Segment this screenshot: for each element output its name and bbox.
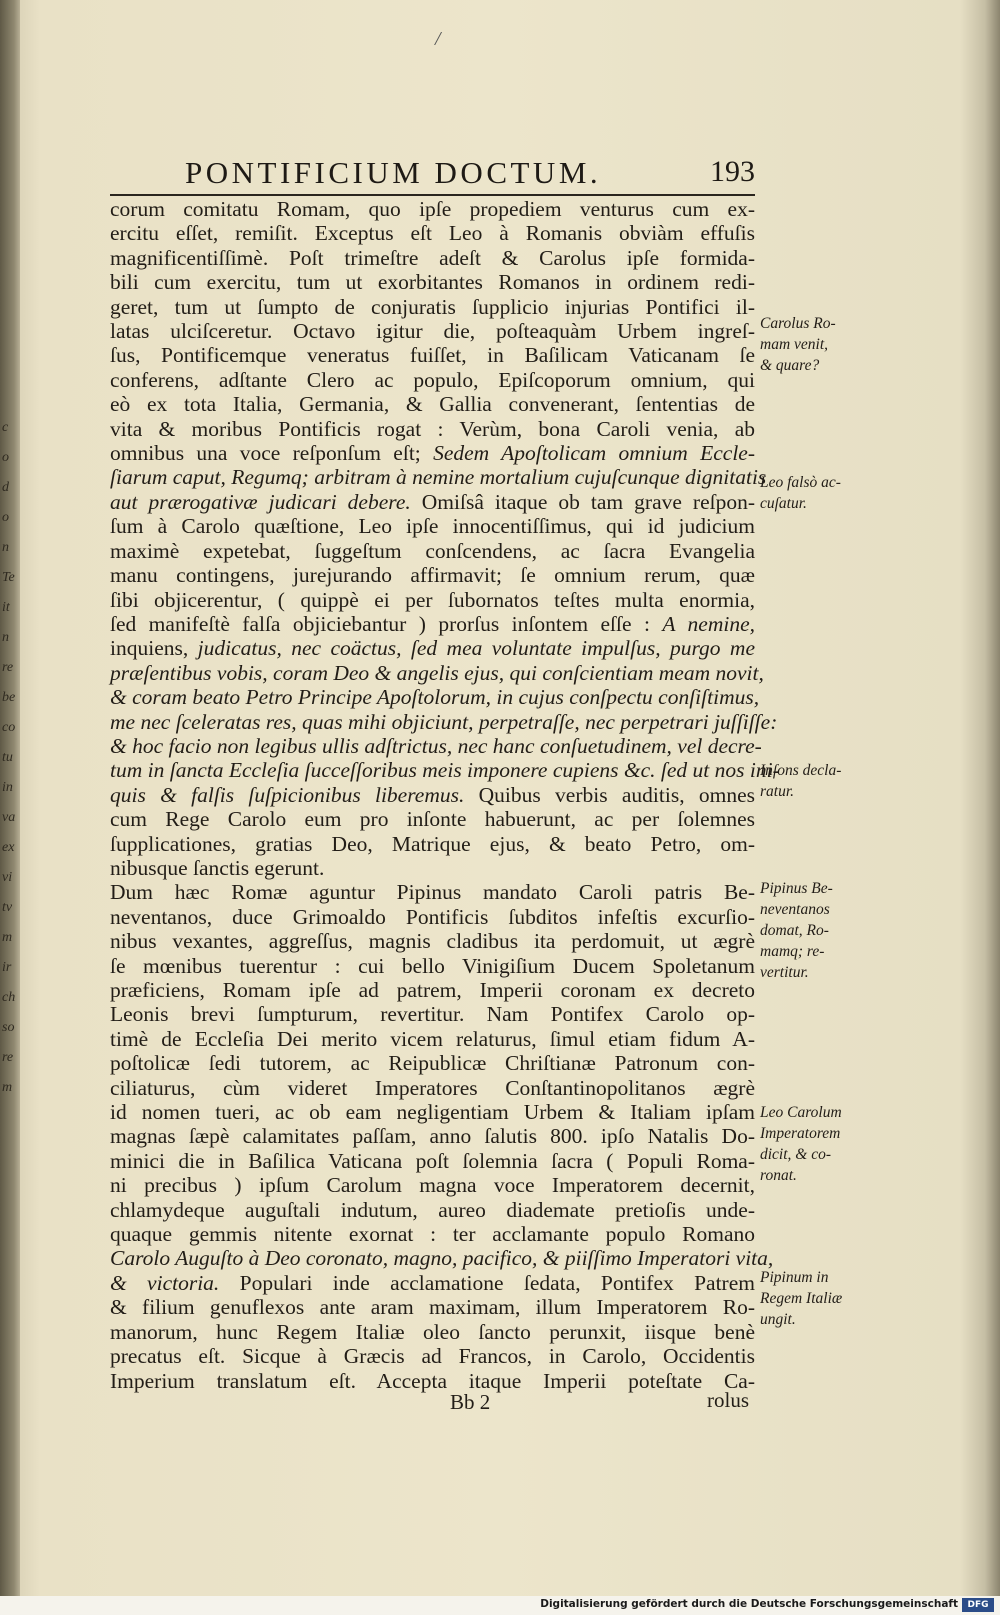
marginal-line: ratur.	[760, 783, 795, 800]
strip-glyph: re	[2, 1050, 14, 1065]
text-run: Omiſsâ itaque ob tam grave reſpon-	[410, 489, 755, 514]
marginal-line: vertitur.	[760, 964, 809, 981]
text-run: precatus eſt. Sicque à Græcis ad Francos, in Carolo, Occidentis	[110, 1344, 755, 1369]
text-line	[110, 417, 755, 441]
italic-text: judicatus, nec coäctus, ſed mea voluntate impulſus, purgo me	[197, 636, 755, 661]
text-line	[110, 319, 755, 343]
marginal-line: domat, Ro-	[760, 922, 829, 939]
strip-glyph: m	[2, 930, 13, 945]
text-line	[110, 539, 755, 563]
page-header	[110, 155, 755, 191]
text-run: quaque gemmis nitente exornat : ter acclamante populo Romano	[110, 1222, 755, 1247]
text-line	[110, 1100, 755, 1124]
italic-text: aut prærogativæ judicari debere.	[110, 489, 411, 514]
italic-text: me nec ſceleratas res, quas mihi objiciunt, perpetraſſe, nec perpetrari juſſiſſe:	[110, 709, 778, 734]
strip-glyph: n	[2, 540, 9, 555]
text-line	[110, 221, 755, 245]
footer-bar	[0, 1596, 1000, 1615]
text-line	[110, 197, 755, 221]
adjacent-page-strip	[0, 0, 20, 1615]
catchword: rolus	[707, 1388, 749, 1412]
text-line	[110, 1369, 755, 1393]
strip-glyph: o	[2, 450, 9, 465]
strip-glyph: n	[2, 630, 9, 645]
page-number: 193	[710, 155, 755, 188]
text-run: Dum hæc Romæ aguntur Pipinus mandato Caroli patris Be-	[110, 880, 755, 905]
marginal-line: Inſons decla-	[760, 762, 842, 779]
marginal-note-2	[760, 472, 860, 514]
strip-glyph: it	[2, 600, 10, 615]
strip-glyph: be	[2, 690, 16, 705]
text-run: nibusque ſanctis egerunt.	[110, 855, 325, 880]
marginal-line: mam venit,	[760, 336, 829, 353]
text-line	[110, 588, 755, 612]
italic-text: quis & falſis ſuſpicionibus liberemus.	[110, 782, 465, 807]
text-line	[110, 1344, 755, 1368]
marginal-line: Pipinus Be-	[760, 880, 833, 897]
text-line	[110, 514, 755, 538]
italic-text: præſentibus vobis, coram Deo & angelis ejus, qui conſcientiam meam novit,	[110, 660, 764, 685]
text-line	[110, 490, 755, 514]
text-run: ercitu eſſet, remiſit. Exceptus eſt Leo à Romanis obviàm effuſis	[110, 221, 755, 246]
text-line	[110, 1173, 755, 1197]
strip-glyph: ex	[2, 840, 15, 855]
marginal-note-1	[760, 313, 860, 376]
text-run: neventanos, duce Grimoaldo Pontificis ſubditos infeſtis excurſio-	[110, 904, 755, 929]
text-line	[110, 1124, 755, 1148]
text-line	[110, 1198, 755, 1222]
text-run: latas ulciſceretur. Octavo igitur die, poſteaquàm Urbem ingreſ-	[110, 319, 755, 344]
marginal-line: Imperatorem	[760, 1125, 841, 1142]
text-line	[110, 1051, 755, 1075]
text-line	[110, 1295, 755, 1319]
text-run: ſibi objicerentur, ( quippè ei per ſubornatos teſtes multa enormia,	[110, 587, 755, 612]
text-line	[110, 1027, 755, 1051]
text-run: manu contingens, jurejurando affirmavit; ſe omnium rerum, quæ	[110, 563, 755, 588]
text-line	[110, 783, 755, 807]
text-run: id nomen tueri, ac ob eam negligentiam Urbem & Italiam ipſam	[110, 1100, 755, 1125]
text-line	[110, 807, 755, 831]
text-line	[110, 1076, 755, 1100]
strip-glyph: ir	[2, 960, 12, 975]
text-run: Imperium translatum eſt. Accepta itaque Imperii poteſtate Ca-	[110, 1368, 755, 1393]
text-line	[110, 1271, 755, 1295]
marginal-line: Regem Italiæ	[760, 1290, 843, 1307]
text-line	[110, 612, 755, 636]
text-run: timè de Eccleſia Dei merito vicem relaturus, ſimul etiam fidum A-	[110, 1026, 755, 1051]
text-run: cum Rege Carolo eum pro inſonte habuerunt, ac per ſolemnes	[110, 807, 755, 832]
text-run: magnificentiſſimè. Poſt trimeſtre adeſt & Carolus ipſe formida-	[110, 245, 755, 270]
marginal-note-6	[760, 1267, 860, 1330]
text-run: nibus vexantes, aggreſſus, magnis cladibus ita perdomuit, ut ægrè	[110, 929, 755, 954]
text-line	[110, 978, 755, 1002]
strip-glyph: d	[2, 480, 9, 495]
text-line	[110, 441, 755, 465]
text-run: ciliaturus, cùm videret Imperatores Conſtantinopolitanos ægrè	[110, 1075, 755, 1100]
text-run: chlamydeque auguſtali indutum, aureo diademate pretioſis unde-	[110, 1197, 755, 1222]
strip-glyph: so	[2, 1020, 15, 1035]
text-line	[110, 1222, 755, 1246]
marginal-line: Leo Carolum	[760, 1104, 842, 1121]
text-line	[110, 856, 755, 880]
text-line	[110, 1320, 755, 1344]
text-line	[110, 1246, 774, 1271]
text-line	[110, 1149, 755, 1173]
italic-text: A nemine,	[662, 611, 755, 636]
footer-credit: Digitalisierung gefördert durch die Deutsche Forschungsgemeinschaft	[540, 1598, 958, 1610]
marginal-note-5	[760, 1102, 860, 1186]
text-run: & filium genuflexos ante aram maximam, illum Imperatorem Ro-	[110, 1295, 755, 1320]
text-line	[110, 758, 780, 783]
italic-text: & hoc facio non legibus ullis adſtrictus, nec hanc conſuetudinem, vel decre-	[110, 733, 762, 758]
text-run: corum comitatu Romam, quo ipſe propediem venturus cum ex-	[110, 197, 755, 221]
text-line	[110, 295, 755, 319]
marginal-line: ronat.	[760, 1167, 797, 1184]
marginal-line: mamq; re-	[760, 943, 825, 960]
marginal-line: dicit, & co-	[760, 1146, 832, 1163]
italic-text: Sedem Apoſtolicam omnium Eccle-	[433, 441, 755, 466]
strip-glyph: tv	[2, 900, 13, 915]
header-rule	[110, 194, 755, 196]
dfg-logo: DFG	[962, 1598, 994, 1612]
running-head: PONTIFICIUM DOCTUM.	[185, 155, 602, 190]
strip-glyph: o	[2, 510, 9, 525]
text-run: maximè expetebat, ſuggeſtum conſcendens, ac ſacra Evangelia	[110, 538, 755, 563]
strip-glyph: co	[2, 720, 16, 735]
text-run: ſed manifeſtè falſa objiciebantur ) prorſus inſontem eſſe :	[110, 611, 663, 636]
strip-glyph: va	[2, 810, 16, 825]
signature-mark: Bb 2	[450, 1390, 491, 1414]
strip-glyph: vi	[2, 870, 13, 885]
marginal-line: Leo falsò ac-	[760, 474, 841, 491]
strip-glyph: ch	[2, 990, 16, 1005]
text-run: ſum à Carolo quæſtione, Leo ipſe innocentiſſimus, qui id judicium	[110, 514, 755, 539]
strip-glyph: c	[2, 420, 9, 435]
text-run: inquiens,	[110, 636, 198, 661]
text-line	[110, 832, 755, 856]
text-run: omnibus una voce reſponſum eſt;	[110, 441, 434, 466]
marginal-line: cuſatur.	[760, 495, 807, 512]
text-line	[110, 343, 755, 367]
text-line	[110, 1002, 755, 1026]
italic-text: & coram beato Petro Principe Apoſtolorum, in cujus conſpectu conſiſtimus,	[110, 685, 760, 710]
text-line	[110, 392, 755, 416]
text-line	[110, 929, 755, 953]
text-line	[110, 954, 755, 978]
text-run: geret, tum ut ſumpto de conjuratis ſupplicio injurias Pontifici il-	[110, 294, 755, 319]
marginal-note-3	[760, 760, 860, 802]
text-run: magnas ſæpè calamitates paſſam, anno ſalutis 800. ipſo Natalis Do-	[110, 1124, 755, 1149]
text-run: minici die in Baſilica Vaticana poſt ſolemnia ſacra ( Populi Roma-	[110, 1148, 755, 1173]
marginal-line: neventanos	[760, 901, 830, 918]
text-line	[110, 246, 755, 270]
text-line	[110, 733, 762, 758]
text-run: præficiens, Romam ipſe ad patrem, Imperii coronam ex decreto	[110, 978, 755, 1002]
strip-glyph: Te	[2, 570, 15, 585]
strip-glyph: in	[2, 780, 13, 795]
text-line	[110, 465, 767, 490]
text-line	[110, 685, 760, 710]
text-line	[110, 368, 755, 392]
strip-glyph: m	[2, 1080, 13, 1095]
strip-glyph: tu	[2, 750, 13, 765]
text-line	[110, 905, 755, 929]
text-run: ſe mœnibus tuerentur : cui bello Vinigiſium Ducem Spoletanum	[110, 953, 755, 978]
marginal-note-4	[760, 878, 860, 983]
stray-mark: /	[435, 28, 441, 50]
text-line	[110, 660, 764, 685]
italic-text: Carolo Auguſto à Deo coronato, magno, pacifico, & piiſſimo Imperatori vita,	[110, 1246, 774, 1271]
text-line	[110, 636, 755, 660]
text-run: manorum, hunc Regem Italiæ oleo ſancto perunxit, iisque benè	[110, 1319, 755, 1344]
strip-glyph: re	[2, 660, 14, 675]
text-line	[110, 709, 778, 734]
text-line	[110, 880, 755, 904]
italic-text: tum in ſancta Eccleſia ſucceſſoribus meis imponere cupiens &c. ſed ut nos ini-	[110, 758, 780, 783]
marginal-line: Carolus Ro-	[760, 315, 836, 332]
text-run: eò ex tota Italia, Germania, & Gallia convenerant, ſententias de	[110, 392, 755, 417]
text-run: Quibus verbis auditis, omnes	[464, 782, 755, 807]
text-run: vita & moribus Pontificis rogat : Verùm, bona Caroli venia, ab	[110, 416, 755, 441]
text-run: Leonis brevi ſumpturum, revertitur. Nam Pontifex Carolo op-	[110, 1002, 755, 1027]
text-run: poſtolicæ ſedi tutorem, ac Reipublicæ Chriſtianæ Patronum con-	[110, 1051, 755, 1076]
marginal-line: Pipinum in	[760, 1269, 829, 1286]
italic-text: & victoria.	[110, 1270, 220, 1295]
text-run: Populari inde acclamatione ſedata, Pontifex Patrem	[219, 1270, 755, 1295]
marginal-line: ungit.	[760, 1311, 796, 1328]
text-line	[110, 563, 755, 587]
italic-text: ſiarum caput, Regumq; arbitram à nemine mortalium cujuſcunque dignitatis	[110, 465, 767, 490]
text-run: ni precibus ) ipſum Carolum magna voce Imperatorem decernit,	[110, 1173, 755, 1198]
text-run: bili cum exercitu, tum ut exorbitantes Romanos in ordinem redi-	[110, 270, 755, 295]
text-line	[110, 270, 755, 294]
text-run: conferens, adſtante Clero ac populo, Epiſcoporum omnium, qui	[110, 367, 755, 392]
marginal-line: & quare?	[760, 357, 820, 374]
text-run: ſupplicationes, gratias Deo, Matrique ejus, & beato Petro, om-	[110, 831, 755, 856]
text-run: ſus, Pontificemque veneratus fuiſſet, in Baſilicam Vaticanam ſe	[110, 343, 755, 368]
